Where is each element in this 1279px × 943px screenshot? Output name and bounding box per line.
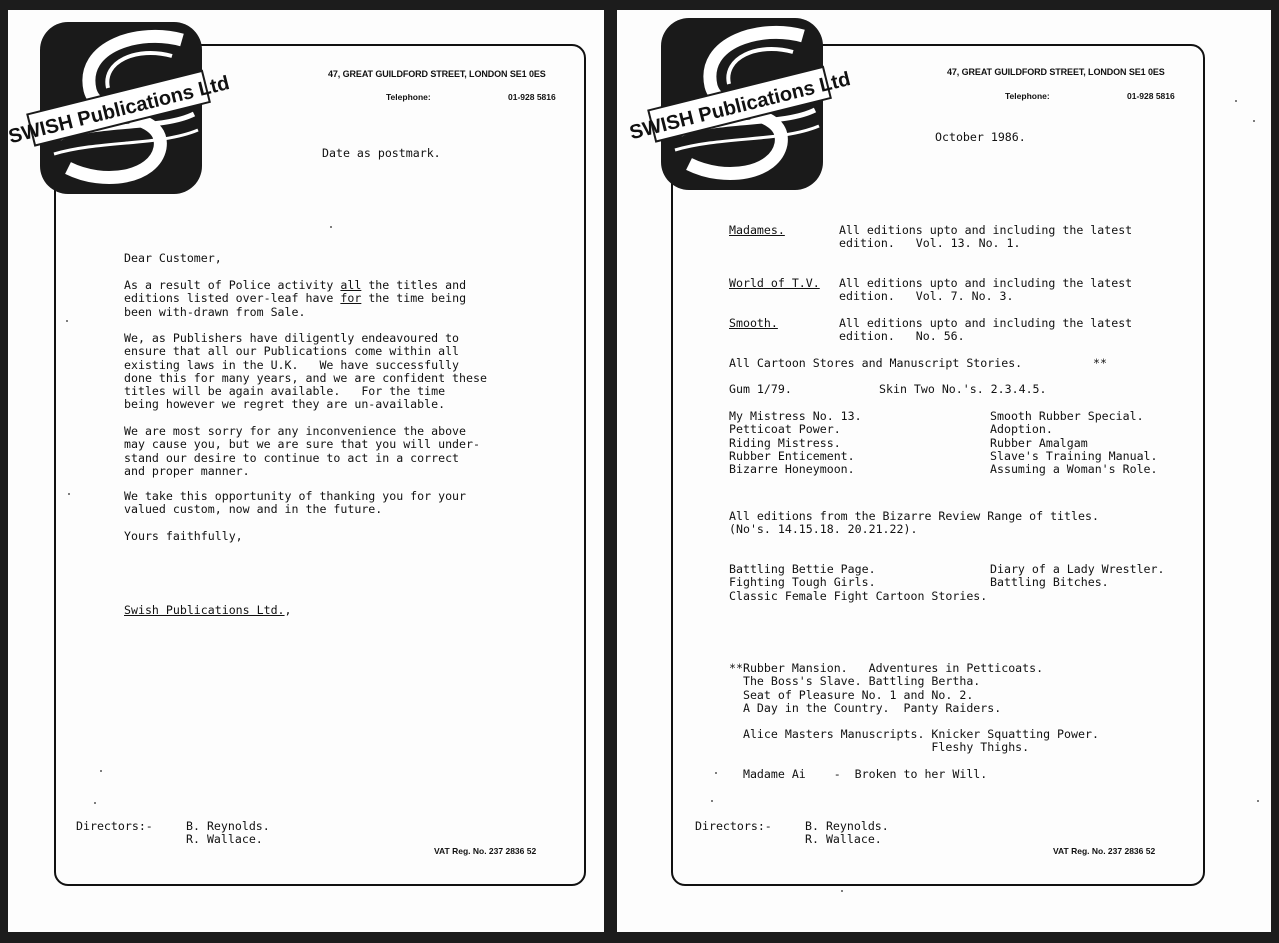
cartoon-mark: ** [1093,356,1107,370]
bizarre-review-line: All editions from the Bizarre Review Range of titles. (No's. 14.15.18. 20.21.22). [729,509,1099,537]
paragraph-3: We are most sorry for any inconvenience the above may cause you, but we are sure that you will under- stand our desire to continue to act in a correct and proper manner. [124,424,480,478]
list-date: October 1986. [935,130,1026,144]
magazine-desc-smooth: All editions upto and including the latest edition. No. 56. [839,316,1133,344]
skin-two-line: Skin Two No.'s. 2.3.4.5. [879,382,1047,396]
fight-titles-right: Diary of a Lady Wrestler. Battling Bitches. [990,562,1165,590]
salutation: Dear Customer, [124,251,222,265]
alice-masters-line: Alice Masters Manuscripts. Knicker Squatting Power. Fleshy Thighs. [729,727,1099,755]
telephone-label: Telephone: [386,92,431,102]
magazine-desc-world-of-tv: All editions upto and including the latest edition. Vol. 7. No. 3. [839,276,1133,304]
cartoon-line: All Cartoon Stores and Manuscript Stories. [729,356,1023,370]
signature: Swish Publications Ltd., [124,603,292,617]
magazine-title-madames: Madames. [729,223,785,237]
magazine-title-smooth: Smooth. [729,316,778,330]
letter-page [8,10,604,932]
paragraph-4: We take this opportunity of thanking you for your valued custom, now and in the future. [124,489,467,517]
company-address: 47, GREAT GUILDFORD STREET, LONDON SE1 0ES [947,67,1165,77]
directors-list: B. Reynolds. R. Wallace. [186,819,270,847]
closing: Yours faithfully, [124,529,243,543]
madame-ai-line: Madame Ai - Broken to her Will. [729,767,988,781]
titles-list-page [617,10,1271,932]
letter-date: Date as postmark. [322,146,441,160]
company-logo [6,18,232,198]
vat-number: VAT Reg. No. 237 2836 52 [434,846,537,856]
company-logo [627,14,853,194]
logo-text: SWISH Publications Ltd [6,72,232,149]
titles-column-left: My Mistress No. 13. Petticoat Power. Riding Mistress. Rubber Enticement. Bizarre Honeymoon. [729,409,862,477]
gum-line: Gum 1/79. [729,382,792,396]
magazine-title-world-of-tv: World of T.V. [729,276,820,290]
directors-label: Directors:- [695,819,772,833]
titles-column-right: Smooth Rubber Special. Adoption. Rubber Amalgam Slave's Training Manual. Assuming a Woman's Role. [990,409,1158,477]
paragraph-1: As a result of Police activity all the titles and editions listed over-leaf have for the time being been with-drawn from Sale. [124,278,467,319]
company-address: 47, GREAT GUILDFORD STREET, LONDON SE1 0ES [328,69,546,79]
fight-titles-left: Battling Bettie Page. Fighting Tough Girls. Classic Female Fight Cartoon Stories. [729,562,988,603]
paragraph-2: We, as Publishers have diligently endeavoured to ensure that all our Publications come within all existing laws in the U.K. We have successfully done this for many years, and we are confident these titles will be again available. For the time being however we regret they are un-available. [124,331,487,412]
manuscript-stories: **Rubber Mansion. Adventures in Petticoats. The Boss's Slave. Battling Bertha. Seat of Pleasure No. 1 and No. 2. A Day in the Country. Panty Raiders. [729,661,1044,715]
telephone-number: 01-928 5816 [508,92,556,102]
directors-list: B. Reynolds. R. Wallace. [805,819,889,847]
directors-label: Directors:- [76,819,153,833]
telephone-number: 01-928 5816 [1127,91,1175,101]
magazine-desc-madames: All editions upto and including the latest edition. Vol. 13. No. 1. [839,223,1133,251]
logo-text: SWISH Publications Ltd [627,68,853,145]
vat-number: VAT Reg. No. 237 2836 52 [1053,846,1156,856]
telephone-label: Telephone: [1005,91,1050,101]
